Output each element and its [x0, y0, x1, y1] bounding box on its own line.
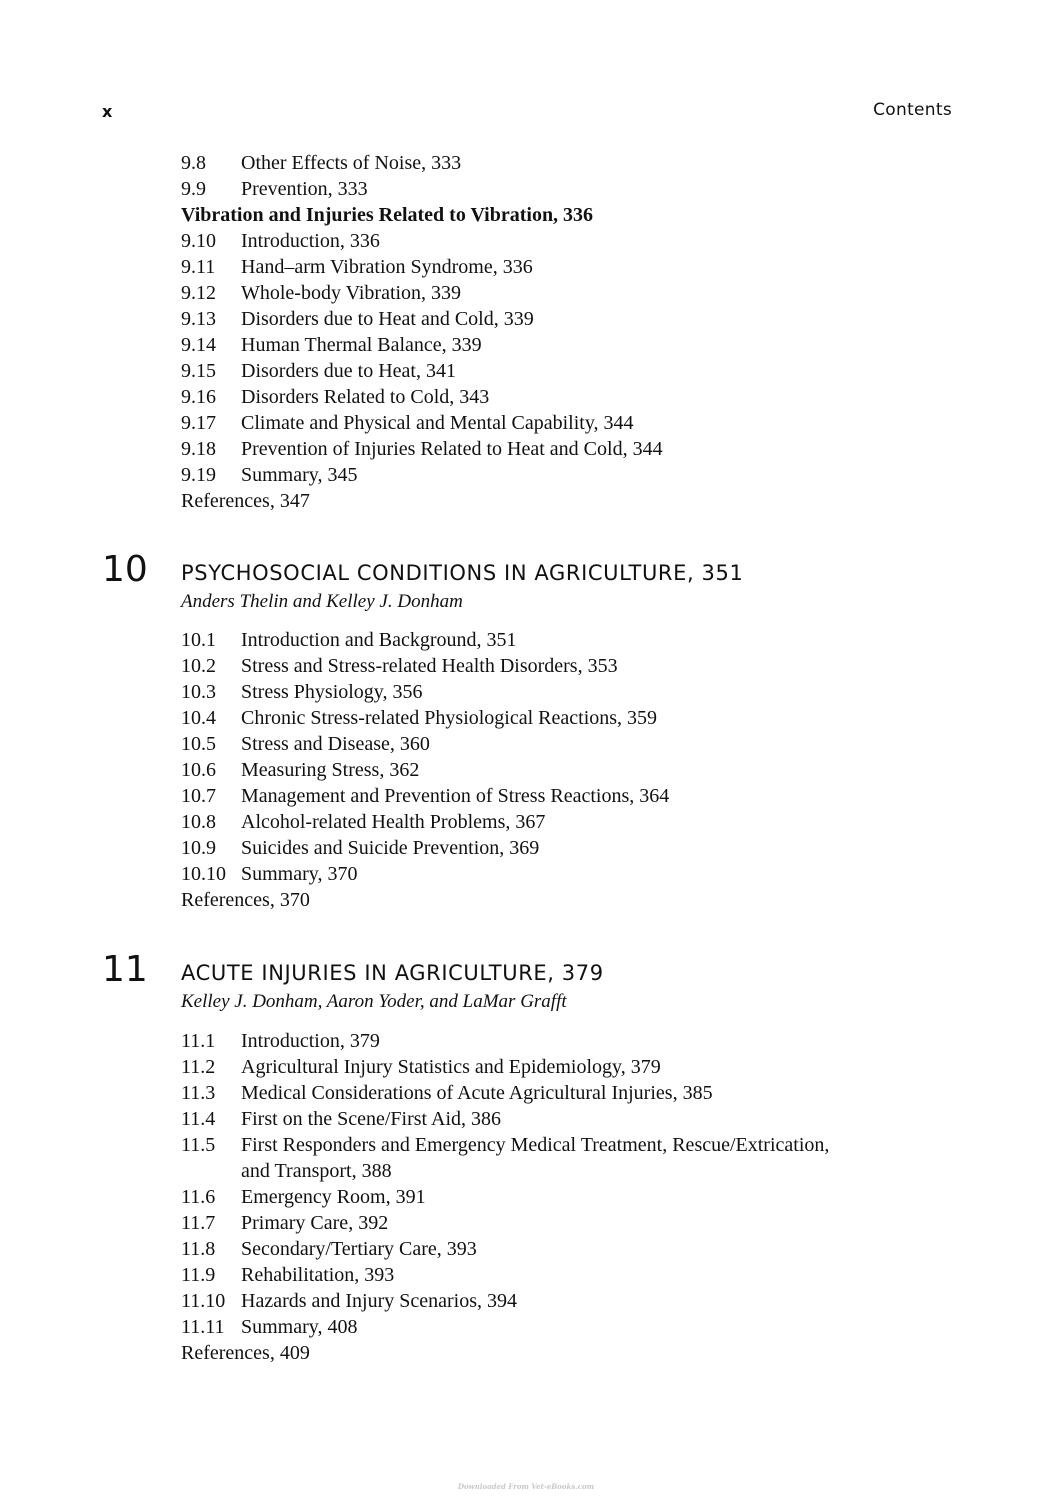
toc-entry-title: Measuring Stress, 362 — [241, 759, 420, 781]
references-entry: References, 409 — [181, 1342, 310, 1364]
toc-entry-title: Whole-body Vibration, 339 — [241, 282, 462, 304]
toc-entry-title: Emergency Room, 391 — [241, 1186, 426, 1208]
toc-entry-number: 9.11 — [181, 256, 216, 278]
toc-entry-number: 9.15 — [181, 360, 216, 382]
toc-entry — [181, 705, 658, 731]
chapter-number: 11 — [102, 949, 148, 990]
toc-entry-number: 9.10 — [181, 230, 216, 252]
toc-entry-number: 10.1 — [181, 629, 216, 651]
toc-entry — [181, 861, 358, 887]
toc-entry-title: Climate and Physical and Mental Capability, 344 — [241, 412, 634, 434]
toc-entry-continuation: and Transport, 388 — [241, 1160, 392, 1182]
toc-entry-number: 11.4 — [181, 1108, 216, 1130]
toc-entry-title: Medical Considerations of Acute Agricultural Injuries, 385 — [241, 1082, 713, 1104]
toc-entry-number: 11.10 — [181, 1290, 226, 1312]
toc-entry-number: 10.4 — [181, 707, 216, 729]
toc-entry — [181, 306, 593, 332]
chapter-title: ACUTE INJURIES IN AGRICULTURE, 379 — [181, 961, 604, 985]
toc-entry — [181, 228, 593, 254]
toc-entry-title: Suicides and Suicide Prevention, 369 — [241, 837, 540, 859]
toc-entry — [181, 150, 593, 176]
toc-entry-title: Disorders due to Heat and Cold, 339 — [241, 308, 534, 330]
toc-entry-title: Prevention of Injuries Related to Heat and Cold, 344 — [241, 438, 663, 460]
toc-entry-number: 11.5 — [181, 1134, 216, 1156]
toc-entry — [181, 679, 423, 705]
running-title: Contents — [873, 100, 952, 120]
toc-entry — [181, 332, 593, 358]
toc-entry-number: 10.6 — [181, 759, 216, 781]
running-head — [102, 100, 952, 124]
toc-entry-title: Prevention, 333 — [241, 178, 368, 200]
toc-entry-title: Alcohol-related Health Problems, 367 — [241, 811, 546, 833]
toc-entry-number: 10.3 — [181, 681, 216, 703]
toc-entry-title: First Responders and Emergency Medical Treatment, Rescue/Extrication, — [241, 1134, 830, 1156]
toc-entry — [181, 783, 670, 809]
toc-entry-number: 11.1 — [181, 1030, 216, 1052]
chapter-9-continued-list — [181, 150, 663, 514]
toc-entry — [181, 462, 593, 488]
toc-entry-number: 11.8 — [181, 1238, 216, 1260]
toc-entry — [181, 835, 540, 861]
toc-entry — [181, 1314, 392, 1340]
toc-entry-title: Secondary/Tertiary Care, 393 — [241, 1238, 477, 1260]
toc-entry-number: 11.11 — [181, 1316, 225, 1338]
toc-entry-number: 9.17 — [181, 412, 216, 434]
toc-entry-number: 10.5 — [181, 733, 216, 755]
toc-entry — [181, 280, 593, 306]
toc-entry-title: Hand–arm Vibration Syndrome, 336 — [241, 256, 533, 278]
toc-entry-title: Agricultural Injury Statistics and Epidemiology, 379 — [241, 1056, 661, 1078]
toc-entry-title: Chronic Stress-related Physiological Reactions, 359 — [241, 707, 658, 729]
toc-entry-number: 10.9 — [181, 837, 216, 859]
toc-entry-title: Introduction and Background, 351 — [241, 629, 517, 651]
toc-entry — [181, 1236, 477, 1262]
toc-entry-number: 9.16 — [181, 386, 216, 408]
toc-entry — [181, 1028, 392, 1054]
references-entry: References, 347 — [181, 490, 310, 512]
section-heading-vibration: Vibration and Injuries Related to Vibration, 336 — [181, 204, 594, 226]
toc-entry — [181, 1288, 518, 1314]
toc-entry — [181, 1054, 661, 1080]
toc-entry-title: Summary, 408 — [241, 1316, 358, 1338]
chapter-11-heading — [102, 949, 952, 990]
toc-entry-number: 9.9 — [181, 178, 206, 200]
toc-entry — [181, 809, 546, 835]
toc-entry — [181, 1106, 501, 1132]
chapter-10-heading — [102, 549, 952, 590]
toc-entry-number: 9.14 — [181, 334, 216, 356]
toc-entry-title: Disorders Related to Cold, 343 — [241, 386, 490, 408]
toc-entry — [181, 176, 593, 202]
toc-entry — [181, 254, 593, 280]
toc-entry-number: 9.8 — [181, 152, 206, 174]
toc-entry — [181, 627, 517, 653]
toc-entry-number: 11.7 — [181, 1212, 216, 1234]
toc-entry-number: 10.2 — [181, 655, 216, 677]
toc-entry-title: Hazards and Injury Scenarios, 394 — [241, 1290, 518, 1312]
toc-entry — [181, 757, 420, 783]
toc-entry-title: Primary Care, 392 — [241, 1212, 389, 1234]
chapter-authors: Anders Thelin and Kelley J. Donham — [181, 591, 463, 612]
chapter-number: 10 — [102, 549, 148, 590]
toc-entry — [181, 653, 618, 679]
chapter-10-list — [181, 627, 670, 913]
toc-entry — [181, 731, 430, 757]
chapter-authors: Kelley J. Donham, Aaron Yoder, and LaMar Grafft — [181, 991, 567, 1012]
toc-entry-number: 9.13 — [181, 308, 216, 330]
toc-entry — [181, 358, 593, 384]
toc-entry — [181, 436, 663, 462]
toc-entry-number: 9.12 — [181, 282, 216, 304]
toc-entry-title: Stress Physiology, 356 — [241, 681, 423, 703]
toc-entry-number: 11.3 — [181, 1082, 216, 1104]
toc-entry — [181, 1184, 426, 1210]
toc-entry-number: 11.2 — [181, 1056, 216, 1078]
toc-entry-title: First on the Scene/First Aid, 386 — [241, 1108, 501, 1130]
toc-entry — [181, 1262, 395, 1288]
toc-entry-title: Introduction, 336 — [241, 230, 380, 252]
toc-entry-number: 10.10 — [181, 863, 226, 885]
chapter-11-list — [181, 1028, 830, 1366]
toc-entry-title: Disorders due to Heat, 341 — [241, 360, 456, 382]
toc-entry-number: 10.7 — [181, 785, 216, 807]
toc-entry — [181, 1080, 713, 1106]
toc-entry-title: Stress and Stress-related Health Disorders, 353 — [241, 655, 618, 677]
toc-entry-title: Rehabilitation, 393 — [241, 1264, 395, 1286]
toc-entry-title: Management and Prevention of Stress Reactions, 364 — [241, 785, 670, 807]
toc-entry-number: 11.6 — [181, 1186, 216, 1208]
toc-entry-number: 11.9 — [181, 1264, 216, 1286]
toc-entry — [181, 410, 634, 436]
page-folio: x — [102, 102, 113, 121]
toc-entry-title: Other Effects of Noise, 333 — [241, 152, 462, 174]
references-entry: References, 370 — [181, 889, 310, 911]
footer-watermark: Downloaded From Vet-eBooks.com — [457, 1482, 595, 1491]
chapter-title: PSYCHOSOCIAL CONDITIONS IN AGRICULTURE, 351 — [181, 561, 744, 585]
toc-entry-number: 9.18 — [181, 438, 216, 460]
toc-entry-title: Human Thermal Balance, 339 — [241, 334, 482, 356]
toc-entry — [181, 1210, 392, 1236]
toc-entry-title: Summary, 345 — [241, 464, 358, 486]
toc-entry — [181, 1132, 830, 1158]
toc-entry-number: 9.19 — [181, 464, 216, 486]
toc-entry-title: Summary, 370 — [241, 863, 358, 885]
toc-entry-number: 10.8 — [181, 811, 216, 833]
toc-entry-title: Stress and Disease, 360 — [241, 733, 430, 755]
toc-entry — [181, 384, 593, 410]
toc-entry-title: Introduction, 379 — [241, 1030, 380, 1052]
